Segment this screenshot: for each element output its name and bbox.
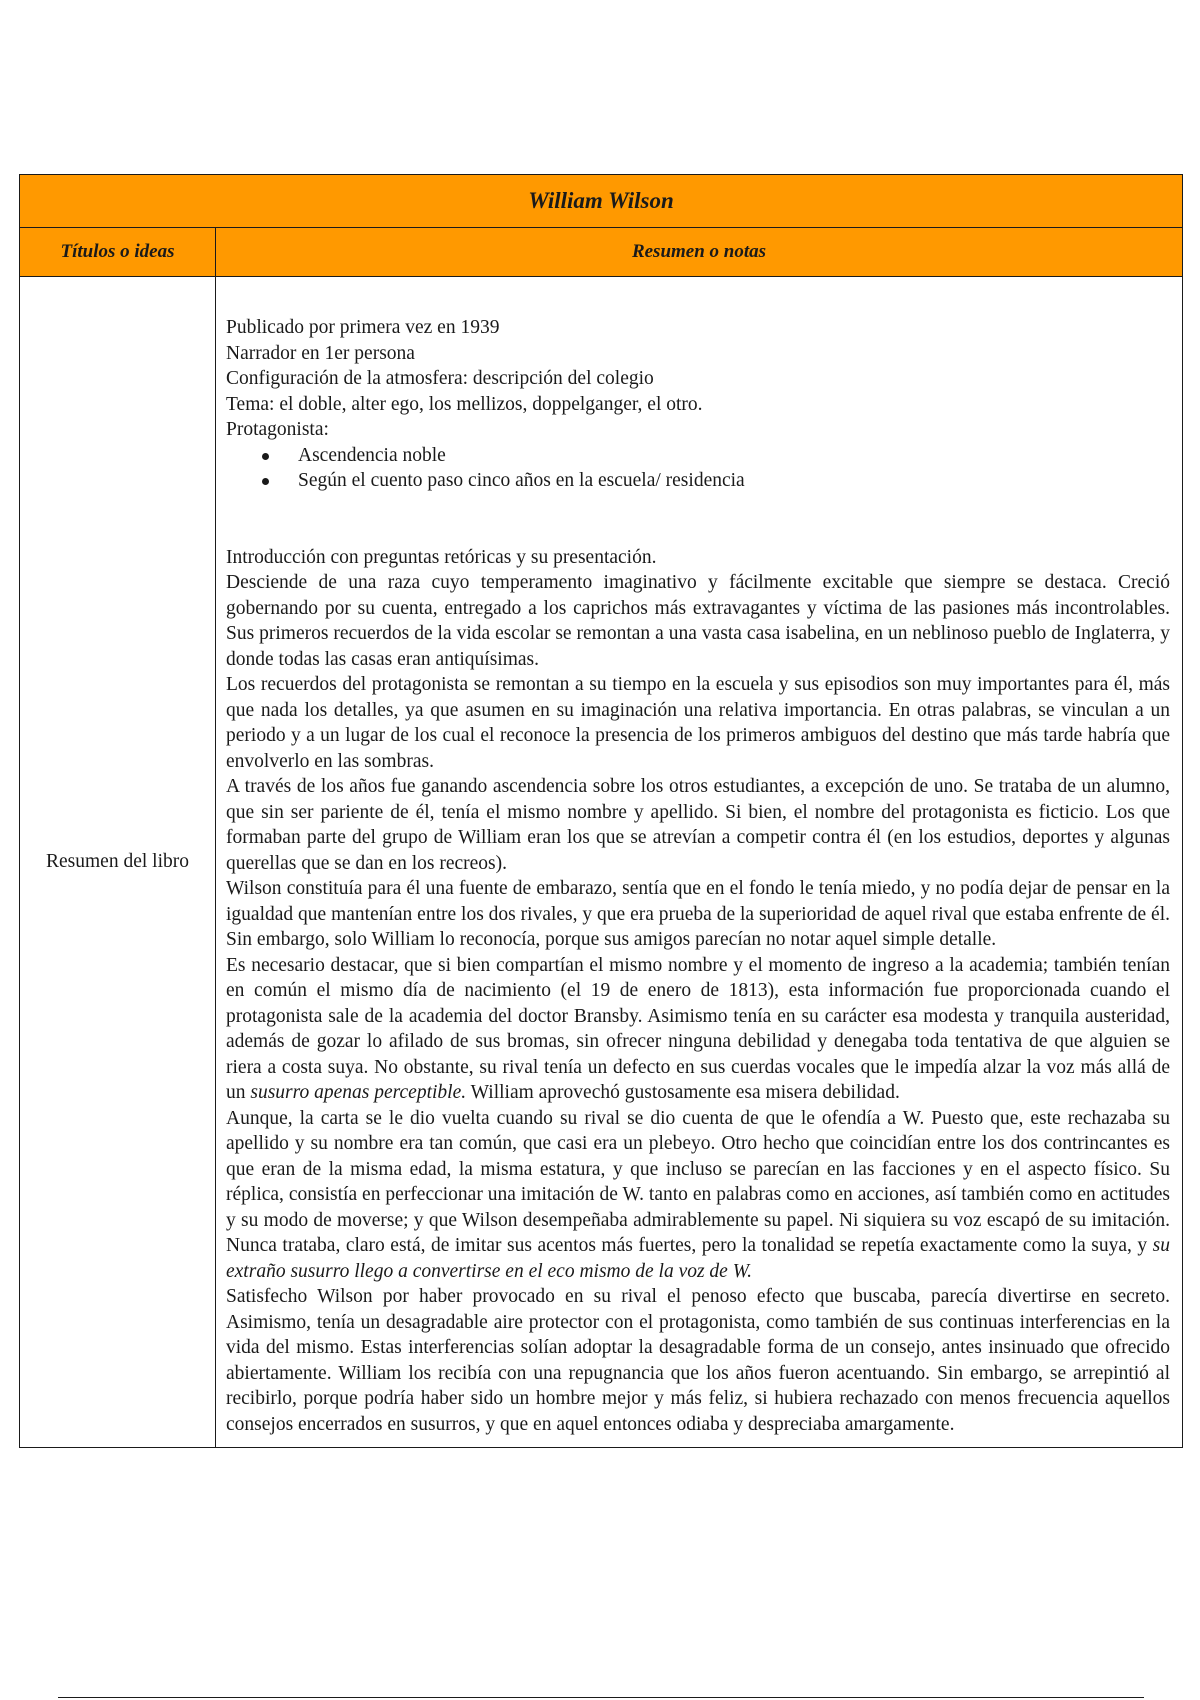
summary-paragraph: Introducción con preguntas retóricas y su presentación. bbox=[226, 546, 657, 568]
bullet-text: Ascendencia noble bbox=[298, 444, 446, 466]
header-row bbox=[20, 228, 1183, 277]
intro-line: Narrador en 1er persona bbox=[226, 342, 415, 364]
summary-text: William aprovechó gustosamente esa misera debilidad. bbox=[470, 1082, 900, 1103]
summary-text: Es necesario destacar, que si bien compartían el mismo nombre y el momento de ingreso a la academia; también tenían en común el mismo día de nacimiento (el 19 de enero de 1813), esta información fue proporcionada cuando el protagonista sale de la academia del doctor Bransby. Asimismo tenía en su carácter esa modesta y tranquila austeridad, además de gozar lo afilado de sus bromas, sin ofrecer ninguna debilidad y denegaba toda tentativa de que alguien se riera a costa suya. No obstante, su rival tenía un defecto en sus cuerdas vocales que le impedía alzar la voz más allá de un bbox=[226, 954, 1170, 1103]
footer-rule bbox=[58, 1697, 1144, 1698]
protagonist-bullets bbox=[226, 443, 1170, 494]
bullet-text: Según el cuento paso cinco años en la escuela/ residencia bbox=[298, 470, 745, 491]
summary-paragraph: Wilson constituía para él una fuente de embarazo, sentía que en el fondo le tenía miedo, y no podía dejar de pensar en la igualdad que mantenían entre los dos rivales, y que era prueba de la superioridad de aquel rival que estaba enfrente de él. Sin embargo, solo William lo reconocía, porque sus amigos parecían no notar aquel simple detalle. bbox=[226, 878, 1170, 950]
intro-line: Tema: el doble, alter ego, los mellizos, doppelganger, el otro. bbox=[226, 393, 703, 415]
row-label: Resumen del libro bbox=[20, 277, 216, 1448]
notes-content bbox=[216, 277, 1183, 1448]
summary-paragraph: Los recuerdos del protagonista se remontan a su tiempo en la escuela y sus episodios son muy importantes para él, más que nada los detalles, ya que asumen en su imaginación una relativa importancia. En otras palabras, se vinculan a un periodo y a un lugar de los cual el reconoce la presencia de los primeros ambiguos del destino que más tarde habría que envolverlo en las sombras. bbox=[226, 674, 1170, 772]
intro-line: Protagonista: bbox=[226, 419, 329, 440]
intro-line: Configuración de la atmosfera: descripción del colegio bbox=[226, 368, 654, 389]
header-titles: Títulos o ideas bbox=[20, 228, 216, 277]
document-title: William Wilson bbox=[20, 175, 1183, 228]
summary-paragraph bbox=[226, 1106, 1170, 1285]
bullet-icon bbox=[262, 478, 269, 485]
summary-paragraph: Desciende de una raza cuyo temperamento imaginativo y fácilmente excitable que siempre se destaca. Creció gobernando por su cuenta, entregado a los caprichos más extravagantes y víctima de las pasiones más incontrolables. Sus primeros recuerdos de la vida escolar se remontan a una vasta casa isabelina, en un neblinoso pueblo de Inglaterra, y donde todas las casas eran antiquísimas. bbox=[226, 572, 1170, 670]
intro-line: Publicado por primera vez en 1939 bbox=[226, 317, 500, 338]
summary-italic: susurro apenas perceptible. bbox=[250, 1082, 467, 1103]
bullet-icon bbox=[262, 453, 269, 460]
notes-table bbox=[19, 174, 1183, 1448]
summary-paragraph: A través de los años fue ganando ascendencia sobre los otros estudiantes, a excepción de uno. Se trataba de un alumno, que sin ser pariente de él, tenía el mismo nombre y apellido. Si bien, el nombre del protagonista es ficticio. Los que formaban parte del grupo de William eran los que se atrevían a competir contra él (en los estudios, deportes y algunas querellas que se dan en los recreos). bbox=[226, 776, 1170, 874]
summary-paragraph: Satisfecho Wilson por haber provocado en su rival el penoso efecto que buscaba, parecía divertirse en secreto. Asimismo, tenía un desagradable aire protector con el protagonista, como también de sus continuas interferencias en la vida del mismo. Estas interferencias solían adoptar la desagradable forma de un consejo, antes insinuado que ofrecido abiertamente. William los recibía con una repugnancia que los años fueron acentuando. Sin embargo, se arrepintió al recibirlo, porque podría haber sido un hombre mejor y más feliz, si hubiera rechazado con menos frecuencia aquellos consejos encerrados en susurros, y que en aquel entonces odiaba y despreciaba amargamente. bbox=[226, 1286, 1170, 1435]
content-row bbox=[20, 277, 1183, 1448]
title-row bbox=[20, 175, 1183, 228]
summary-text: Aunque, la carta se le dio vuelta cuando su rival se dio cuenta de que le ofendía a W. Puesto que, este rechazaba su apellido y su nombre era tan común, que casi era un plebeyo. Otro hecho que coincidían entre los dos contrincantes es que eran de la misma edad, la misma estatura, y que incluso se parecían en las facciones y en el aspecto físico. Su réplica, consistía en perfeccionar una imitación de W. tanto en palabras como en acciones, así también como en actitudes y su modo de moverse; y que Wilson desempeñaba admirablemente su papel. Ni siquiera su voz escapó de su imitación. Nunca trataba, claro está, de imitar sus acentos más fuertes, pero la tonalidad se repetía exactamente como la suya, y bbox=[226, 1107, 1170, 1256]
summary-italic: su extraño susurro llego a convertirse en el eco mismo de la voz de W. bbox=[226, 1235, 1170, 1282]
bullet-item bbox=[298, 468, 1170, 494]
bullet-item bbox=[298, 443, 1170, 469]
spacer bbox=[226, 494, 1170, 545]
header-notes: Resumen o notas bbox=[216, 228, 1183, 277]
summary-paragraph bbox=[226, 953, 1170, 1106]
